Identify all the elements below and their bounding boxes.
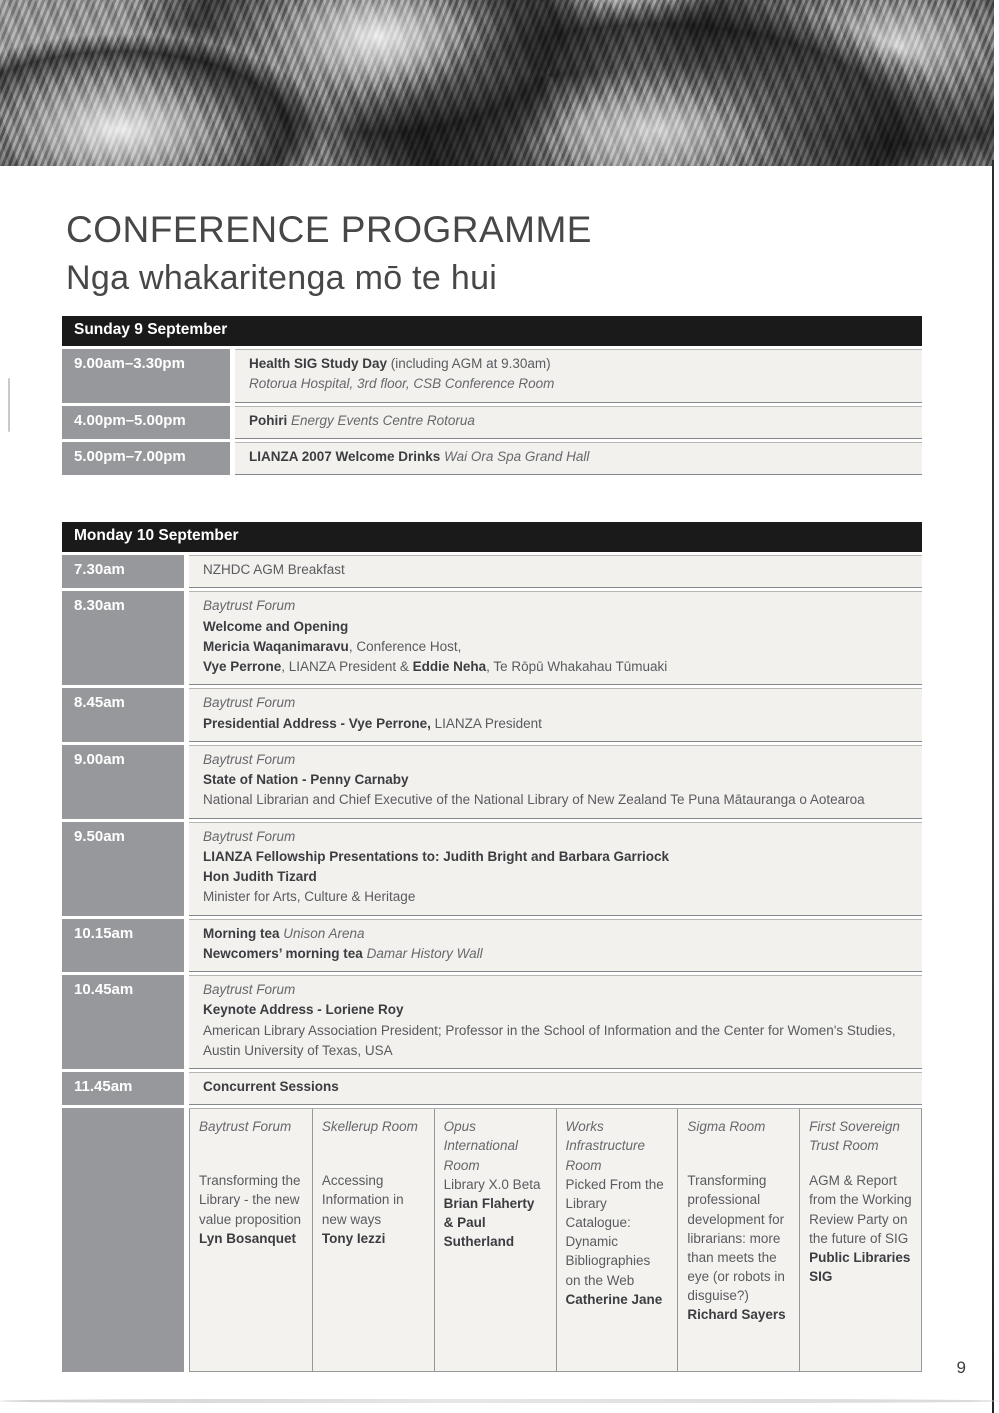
text-run: Newcomers’ morning tea	[203, 945, 363, 961]
day-header: Monday 10 September	[62, 522, 922, 552]
day-block	[62, 522, 922, 1372]
schedule-row	[62, 1072, 922, 1105]
session-line	[203, 924, 908, 944]
time-label: 10.15am	[62, 919, 184, 973]
text-run: NZHDC AGM Breakfast	[203, 562, 345, 577]
time-label: 9.50am	[62, 822, 184, 916]
text-run: Eddie Neha	[412, 659, 487, 674]
schedule-row	[62, 406, 922, 439]
session-line	[249, 447, 908, 467]
session-speaker: Brian Flaherty & Paul Sutherland	[443, 1195, 535, 1250]
text-run: Baytrust Forum	[203, 751, 296, 767]
text-run: National Librarian and Chief Executive of the National Library of New Zealand Te Puna Mātauranga o Aotearoa	[203, 792, 865, 808]
concurrent-column	[312, 1109, 434, 1371]
room-name: Sigma Room	[687, 1119, 766, 1135]
schedule-row	[62, 919, 922, 973]
time-label: 10.45am	[62, 975, 184, 1069]
session-line	[203, 887, 908, 907]
session-line	[203, 714, 908, 734]
text-run: Vye Perrone	[203, 659, 282, 674]
session-cell	[189, 822, 922, 916]
schedule-row	[62, 822, 922, 916]
page-number: 9	[956, 1358, 966, 1377]
concurrent-column	[799, 1109, 921, 1371]
text-run: Baytrust Forum	[203, 695, 296, 711]
session-line	[203, 980, 908, 1000]
session-cell	[235, 349, 922, 403]
text-run: State of Nation - Penny Carnaby	[203, 772, 409, 787]
session-title: Library X.0 Beta	[443, 1176, 541, 1192]
concurrent-grid	[189, 1108, 922, 1372]
time-label: 9.00am–3.30pm	[62, 349, 230, 403]
session-line	[203, 867, 908, 887]
concurrent-column	[190, 1109, 312, 1371]
session-line	[203, 770, 908, 790]
session-speaker: Public Libraries SIG	[809, 1249, 911, 1285]
time-label: 8.30am	[62, 591, 184, 685]
session-line	[203, 790, 908, 810]
text-run: , LIANZA President &	[281, 659, 413, 674]
text-run: Mericia Waqanimaravu	[203, 638, 349, 654]
concurrent-column	[556, 1109, 678, 1371]
session-line	[203, 1077, 908, 1097]
text-run: American Library Association President; Professor in the School of Information and the Center for Women's Studies, Austin University of Texas, USA	[203, 1022, 896, 1058]
session-line	[203, 560, 908, 580]
time-label: 8.45am	[62, 688, 184, 742]
session-line	[203, 1021, 908, 1062]
text-run: Baytrust Forum	[203, 982, 296, 997]
session-title: Transforming the Library - the new value proposition	[199, 1173, 302, 1227]
room-name: Opus International Room	[443, 1119, 518, 1173]
text-run: Unison Arena	[279, 925, 365, 941]
room-name: Baytrust Forum	[199, 1119, 292, 1135]
text-run: Pohiri	[249, 412, 288, 428]
session-line	[203, 693, 908, 713]
time-label: 11.45am	[62, 1072, 184, 1105]
schedule-row	[62, 745, 922, 819]
schedule-row	[62, 975, 922, 1069]
scan-edge-bottom	[0, 1399, 999, 1403]
session-cell	[189, 745, 922, 819]
session-speaker: Richard Sayers	[687, 1307, 786, 1323]
scan-artifact	[8, 378, 10, 432]
text-run: Welcome and Opening	[203, 618, 349, 634]
text-run: (including AGM at 9.30am)	[387, 356, 551, 371]
session-title: Accessing Information in new ways	[321, 1173, 404, 1227]
time-label: 5.00pm–7.00pm	[62, 442, 230, 475]
day-header: Sunday 9 September	[62, 316, 922, 346]
session-line	[203, 657, 908, 677]
session-cell	[235, 406, 922, 439]
schedule-row	[62, 591, 922, 685]
session-speaker: Lyn Bosanquet	[199, 1230, 297, 1246]
schedule-row	[62, 442, 922, 475]
text-run: LIANZA 2007 Welcome Drinks	[249, 448, 441, 464]
text-run: , Te Rōpū Whakahau Tūmuaki	[486, 659, 668, 674]
session-cell	[189, 591, 922, 685]
schedule	[62, 316, 922, 1372]
schedule-row	[62, 349, 922, 403]
text-run: , Conference Host,	[348, 638, 462, 654]
text-run: Hon Judith Tizard	[203, 869, 317, 884]
text-run: Baytrust Forum	[203, 598, 296, 614]
text-run: Morning tea	[203, 925, 280, 941]
text-run: Baytrust Forum	[203, 828, 296, 844]
page-title-maori-subtitle: Nga whakaritenga mō te hui	[66, 258, 498, 297]
session-title: Picked From the Library Catalogue: Dynamic Bibliographies on the Web	[565, 1176, 664, 1288]
session-line	[203, 827, 908, 847]
text-run: Health SIG Study Day	[249, 356, 388, 371]
scan-edge-right	[992, 160, 994, 1413]
session-line	[249, 411, 908, 431]
banner-artwork-image	[0, 0, 994, 166]
session-cell	[189, 1072, 922, 1105]
session-line	[203, 1000, 908, 1020]
session-line	[203, 847, 908, 867]
text-run: Wai Ora Spa Grand Hall	[440, 448, 590, 464]
time-label: 7.30am	[62, 555, 184, 588]
session-speaker: Catherine Jane	[565, 1291, 663, 1307]
text-run: Energy Events Centre Rotorua	[287, 412, 475, 428]
session-cell	[235, 442, 922, 475]
text-run: Keynote Address - Loriene Roy	[203, 1002, 404, 1018]
text-run: Damar History Wall	[362, 945, 483, 961]
schedule-row	[62, 555, 922, 588]
session-cell	[189, 919, 922, 973]
session-line	[249, 374, 908, 394]
text-run: Minister for Arts, Culture & Heritage	[203, 889, 416, 905]
session-speaker: Tony Iezzi	[321, 1230, 386, 1246]
time-label: 4.00pm–5.00pm	[62, 406, 230, 439]
text-run: Rotorua Hospital, 3rd floor, CSB Conference Room	[249, 376, 555, 392]
concurrent-column	[434, 1109, 556, 1371]
session-cell	[189, 555, 922, 588]
concurrent-sessions-row	[62, 1108, 922, 1372]
schedule-row	[62, 688, 922, 742]
session-cell	[189, 688, 922, 742]
text-run: Concurrent Sessions	[203, 1079, 339, 1094]
day-block	[62, 316, 922, 475]
room-name: First Sovereign Trust Room	[809, 1119, 900, 1154]
session-cell	[189, 975, 922, 1069]
text-run: LIANZA President	[430, 715, 542, 731]
time-label: 9.00am	[62, 745, 184, 819]
page-title-main: CONFERENCE PROGRAMME	[66, 209, 592, 250]
room-name: Skellerup Room	[321, 1119, 418, 1135]
session-line	[203, 637, 908, 657]
session-line	[203, 944, 908, 964]
session-title: Transforming professional development for librarians: more than meets the eye (or robots in disguise?)	[687, 1173, 785, 1304]
session-line	[203, 596, 908, 616]
concurrent-column	[677, 1109, 799, 1371]
room-name: Works Infrastructure Room	[565, 1119, 646, 1173]
text-run: Presidential Address - Vye Perrone,	[203, 715, 431, 731]
session-title: AGM & Report from the Working Review Party on the future of SIG	[809, 1173, 912, 1246]
text-run: LIANZA Fellowship Presentations to: Judith Bright and Barbara Garriock	[203, 848, 670, 864]
session-line	[203, 617, 908, 637]
page-title	[66, 210, 592, 298]
session-line	[203, 750, 908, 770]
session-line	[249, 354, 908, 374]
time-spacer	[62, 1108, 184, 1372]
